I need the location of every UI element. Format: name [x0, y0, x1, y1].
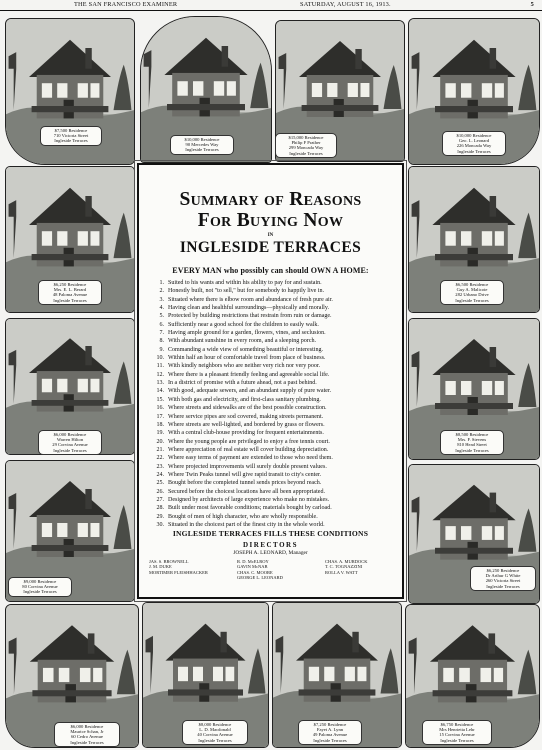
- reason-number: 25.: [156, 480, 164, 487]
- caption-line: Ingleside Terraces: [289, 150, 323, 156]
- issue-date: SATURDAY, AUGUST 16, 1913.: [300, 1, 391, 8]
- reason-item: [153, 504, 398, 512]
- caption-line: 282 Urbano Drive: [455, 292, 489, 298]
- reason-number: 5.: [159, 313, 164, 320]
- reason-number: 26.: [156, 488, 164, 495]
- residence-caption: [40, 126, 102, 146]
- headline-line: Summary of Reasons: [179, 189, 362, 210]
- reason-number: 12.: [156, 371, 164, 378]
- reason-item: [153, 454, 398, 462]
- reason-item: [153, 329, 398, 337]
- reason-number: 22.: [156, 455, 164, 462]
- reason-item: [153, 471, 398, 479]
- reason-number: 15.: [156, 396, 164, 403]
- every-man-heading: EVERY MAN who possibly can should OWN A HOME:: [172, 266, 369, 275]
- reason-number: 28.: [156, 505, 164, 512]
- residence-caption: [38, 280, 102, 305]
- reason-number: 2.: [159, 288, 164, 295]
- caption-line: 60 Cedro Avenue: [71, 734, 103, 740]
- caption-line: Philip F Prather: [291, 140, 321, 146]
- headline-connector: IN: [267, 233, 274, 238]
- reason-item: [153, 404, 398, 412]
- reason-item: [153, 296, 398, 304]
- director-name: GAVIN McNAB: [237, 564, 268, 570]
- caption-line: $7,250 Residence: [313, 722, 347, 727]
- reason-text: Having ample ground for a garden, flowers, vines, and seclusion.: [168, 330, 326, 337]
- caption-line: $15,000 Residence: [288, 135, 324, 140]
- headline-line: For Buying Now: [197, 210, 344, 231]
- caption-line: $10,000 Residence: [456, 133, 492, 138]
- reason-number: 20.: [156, 438, 164, 445]
- caption-line: Warren Hilton: [56, 437, 84, 443]
- reason-item: [153, 488, 398, 496]
- summary-box: [137, 163, 404, 599]
- conditions-tagline: INGLESIDE TERRACES FILLS THESE CONDITIONS: [172, 529, 369, 538]
- reason-item: [153, 396, 398, 404]
- reason-item: [153, 337, 398, 345]
- reason-text: Where there is a pleasant friendly feeling and agreeable social life.: [168, 371, 330, 378]
- director-name: MORTIMER FLEISHHACKER: [149, 569, 208, 575]
- headline: [139, 189, 402, 231]
- caption-line: $6,500 Residence: [455, 282, 489, 287]
- reason-number: 19.: [156, 430, 164, 437]
- residence-caption: [442, 131, 506, 156]
- director-name: R. D. McELROY: [237, 559, 269, 564]
- reason-text: In a district of promise with a future ahead, not a past behind.: [168, 380, 317, 387]
- reason-item: [153, 421, 398, 429]
- reason-number: 3.: [159, 296, 164, 303]
- residence-caption: [170, 135, 234, 155]
- caption-line: 40 Corvina Avenue: [197, 732, 233, 738]
- reason-text: Where service pipes are sod covered, making streets permanent.: [168, 413, 324, 420]
- reason-item: [153, 312, 398, 320]
- page-number: 5: [530, 1, 534, 8]
- caption-line: $6,250 Residence: [486, 568, 520, 573]
- caption-line: $6,000 Residence: [53, 432, 87, 437]
- reason-item: [153, 387, 398, 395]
- caption-line: 260 Victoria Street: [485, 578, 521, 584]
- reason-text: With abundant sunshine in every room, and a sleeping porch.: [168, 338, 317, 345]
- reason-item: [153, 379, 398, 387]
- masthead: [0, 0, 542, 11]
- reason-item: [153, 496, 398, 504]
- caption-line: Ingleside Terraces: [455, 447, 489, 453]
- director-name: ROLLA V. WATT: [325, 569, 358, 575]
- reason-number: 6.: [159, 321, 164, 328]
- caption-line: 299 Moncada Way: [288, 145, 324, 151]
- reason-text: Designed by architects of large experience who make no mistakes.: [168, 496, 330, 503]
- reason-number: 30.: [156, 521, 164, 528]
- reason-text: Having clean and healthful surroundings—physically and morally.: [168, 305, 329, 312]
- reason-text: Bought before the completed tunnel sends prices beyond reach.: [168, 480, 322, 487]
- reason-text: With kindly neighbors who are neither very rich nor very poor.: [168, 363, 321, 370]
- caption-line: $8,500 Residence: [455, 432, 489, 437]
- reason-number: 21.: [156, 446, 164, 453]
- caption-line: $10,000 Residence: [184, 137, 220, 142]
- caption-line: 15 Corvina Avenue: [439, 732, 475, 738]
- reason-number: 7.: [159, 330, 164, 337]
- publication-name: THE SAN FRANCISCO EXAMINER: [74, 1, 178, 8]
- reason-text: Situated where there is elbow room and abundance of fresh pure air.: [168, 296, 333, 303]
- residence-caption: [275, 133, 337, 158]
- reason-number: 9.: [159, 346, 164, 353]
- reason-text: With good, adequate sewers, and an abundant supply of pure water.: [168, 388, 332, 395]
- reason-item: [153, 429, 398, 437]
- director-name: JAS. S. BROWNELL: [149, 559, 189, 564]
- caption-line: 29 Corvina Avenue: [52, 442, 88, 448]
- reason-number: 16.: [156, 405, 164, 412]
- manager-name: JOSEPH A. LEONARD, Manager: [233, 550, 308, 556]
- reason-text: Built under most favorable conditions; materials bought by carload.: [168, 505, 332, 512]
- director-name: GEORGE L. LEONARD: [237, 574, 283, 580]
- caption-line: Maurice Schan, Jr: [70, 729, 104, 735]
- reason-text: Situated in the choicest part of the finest city in the whole world.: [168, 521, 325, 528]
- reasons-list: [153, 279, 398, 529]
- caption-line: Ingleside Terraces: [53, 297, 87, 303]
- reason-text: Where Twin Peaks tunnel will give rapid transit to city's center.: [168, 471, 322, 478]
- caption-line: $6,000 Residence: [70, 724, 104, 729]
- reason-item: [153, 354, 398, 362]
- caption-line: L. D. Macdonald: [199, 727, 231, 733]
- caption-line: Ingleside Terraces: [313, 737, 347, 743]
- residence-caption: [440, 280, 504, 305]
- caption-line: Dr Arthur G White: [485, 573, 521, 579]
- directors-heading: DIRECTORS: [243, 541, 298, 549]
- reason-number: 1.: [159, 280, 164, 286]
- caption-line: 48 Paloma Avenue: [52, 292, 88, 298]
- residence-caption: [38, 430, 102, 455]
- caption-line: $6,250 Residence: [53, 282, 87, 287]
- reason-number: 27.: [156, 496, 164, 503]
- reason-text: Where streets and sidewalks are of the best possible construction.: [168, 405, 327, 412]
- reason-text: Secured before the choicest locations have all been appropriated.: [168, 488, 325, 495]
- caption-line: 810 Head Street: [457, 442, 487, 448]
- director-name: J. M. DUKE: [149, 564, 172, 570]
- caption-line: Ingleside Terraces: [23, 589, 57, 595]
- caption-line: Geo. L. Leonard: [458, 138, 490, 144]
- caption-line: Ingleside Terraces: [486, 583, 520, 589]
- caption-line: 90 Mercedes Way: [185, 142, 219, 148]
- reason-item: [153, 371, 398, 379]
- director-name: CHAS. C. MOORE: [237, 569, 273, 575]
- reason-text: Honestly built, not "to sell," but for somebody to happily live in.: [168, 288, 325, 295]
- reason-number: 13.: [156, 380, 164, 387]
- directors-column: [325, 559, 368, 575]
- caption-line: $7,500 Residence: [54, 128, 88, 133]
- reason-text: Sufficiently near a good school for the children to easily walk.: [168, 321, 319, 328]
- director-name: T. C. TOGNAZZINI: [325, 564, 363, 570]
- caption-line: Mrs Henrietta Lehr: [439, 727, 475, 733]
- reason-number: 14.: [156, 388, 164, 395]
- caption-line: Ingleside Terraces: [198, 737, 232, 743]
- reason-number: 29.: [156, 513, 164, 520]
- residence-caption: [422, 720, 492, 745]
- reason-text: Where projected improvements will surely double present values.: [168, 463, 327, 470]
- reason-text: Protected by building restrictions that restrain from ruin or damage.: [168, 313, 332, 320]
- reason-item: [153, 438, 398, 446]
- caption-line: Ingleside Terraces: [53, 447, 87, 453]
- caption-line: $9,000 Residence: [23, 579, 57, 584]
- reason-text: With both gas and electricity, and first-class sanitary plumbing.: [168, 396, 321, 403]
- reason-text: Within half an hour of comfortable travel from place of business.: [168, 355, 326, 362]
- reason-text: Where streets are well-lighted, and bordered by grass or flowers.: [168, 421, 325, 428]
- reason-item: [153, 446, 398, 454]
- reason-item: [153, 287, 398, 295]
- subdivision-name: INGLESIDE TERRACES: [179, 239, 362, 256]
- reason-item: [153, 463, 398, 471]
- reason-text: With a central club-house providing for frequent entertainments.: [168, 430, 324, 437]
- reason-item: [153, 304, 398, 312]
- residence-caption: [54, 722, 120, 747]
- caption-line: 49 Paloma Avenue: [312, 732, 348, 738]
- reason-item: [153, 279, 398, 287]
- caption-line: Mrs. E. L. Berard: [53, 287, 87, 293]
- reason-item: [153, 513, 398, 521]
- reason-text: Where the young people are privileged to enjoy a free tennis court.: [168, 438, 330, 445]
- caption-line: $8,000 Residence: [198, 722, 232, 727]
- directors-column: [237, 559, 283, 580]
- caption-line: Ingleside Terraces: [455, 297, 489, 303]
- reason-text: Where easy terms of payment are extended to those who need them.: [168, 455, 333, 462]
- reason-item: [153, 479, 398, 487]
- directors-column: [149, 559, 208, 575]
- director-name: CHAS. A. MURDOCK: [325, 559, 368, 564]
- reason-item: [153, 362, 398, 370]
- residence-caption: [440, 430, 504, 455]
- reason-text: Bought of men of high character, who are wholly responsible.: [168, 513, 318, 520]
- reason-item: [153, 321, 398, 329]
- caption-line: Mrs. F. Stevens: [457, 437, 487, 443]
- caption-line: Ingleside Terraces: [440, 737, 474, 743]
- caption-line: Ingleside Terraces: [185, 147, 219, 153]
- reason-item: [153, 346, 398, 354]
- reason-number: 8.: [159, 338, 164, 345]
- residence-caption: [182, 720, 248, 745]
- reason-number: 11.: [156, 363, 164, 370]
- reason-number: 24.: [156, 471, 164, 478]
- caption-line: Ingleside Terraces: [54, 138, 88, 144]
- caption-line: $6,750 Residence: [440, 722, 474, 727]
- reason-item: [153, 413, 398, 421]
- reason-number: 18.: [156, 421, 164, 428]
- caption-line: 80 Corvina Avenue: [22, 584, 58, 590]
- caption-line: Fayet A. Lynn: [316, 727, 344, 733]
- residence-caption: [470, 566, 536, 591]
- caption-line: 226 Moncada Way: [456, 143, 492, 149]
- caption-line: Guy A. Malicote: [456, 287, 488, 293]
- reason-number: 23.: [156, 463, 164, 470]
- reason-number: 4.: [159, 305, 164, 312]
- reason-number: 17.: [156, 413, 164, 420]
- caption-line: 710 Victoria Street: [53, 133, 89, 139]
- residence-caption: [8, 577, 72, 597]
- caption-line: Ingleside Terraces: [457, 148, 491, 154]
- reason-text: Suited to his wants and within his ability to pay for and sustain.: [168, 280, 322, 286]
- residence-caption: [298, 720, 362, 745]
- reason-text: Where appreciation of real estate will cover building depreciation.: [168, 446, 329, 453]
- reason-text: Commanding a wide view of something beautiful or interesting.: [168, 346, 324, 353]
- caption-line: Ingleside Terraces: [70, 739, 104, 745]
- reason-number: 10.: [156, 355, 164, 362]
